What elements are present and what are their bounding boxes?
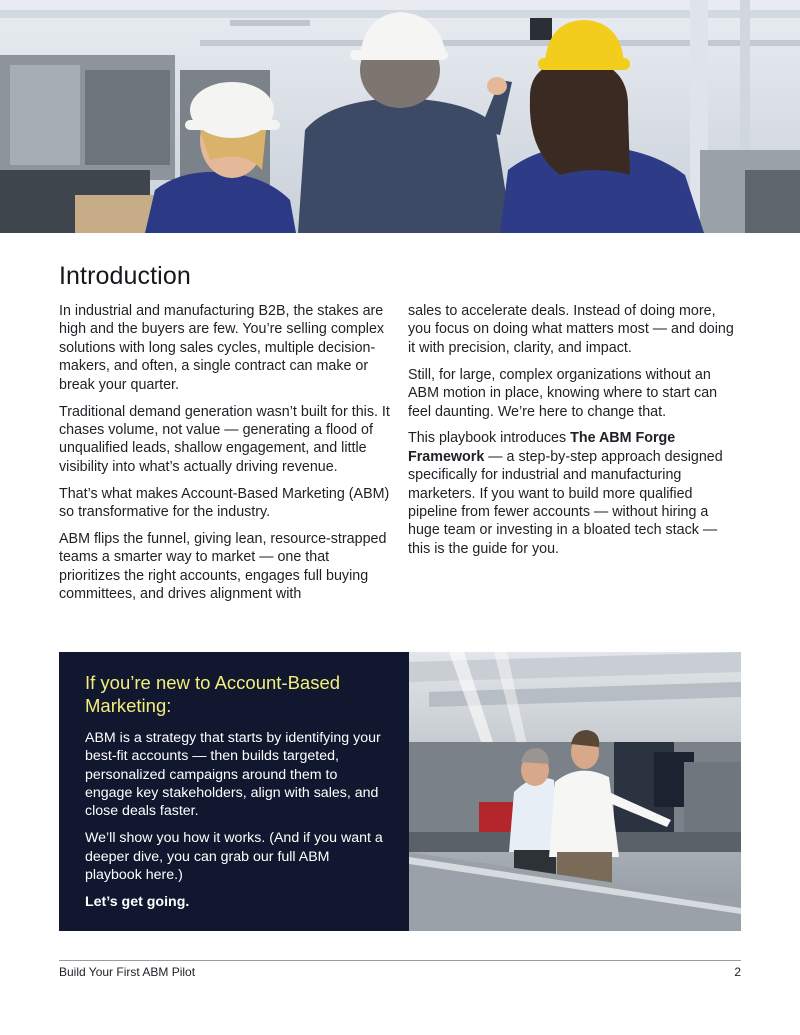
intro-paragraph: ABM flips the funnel, giving lean, resource-strapped teams a smarter way to market — one that prioritizes the right accounts, engages full buying committees, and drives alignment with: [59, 530, 387, 603]
framework-name: The ABM Forge Framework: [408, 430, 676, 465]
callout-closing-text: Let’s get going.: [85, 894, 190, 911]
framework-paragraph: [408, 429, 742, 558]
framework-description: — a step-by-step approach designed specifically for industrial and manufacturing marketers. If you want to build more qualified pipeline from fewer accounts — without hiring a huge team or investing in a bloated tech stack — this is the guide for you.: [408, 448, 723, 557]
intro-paragraph: sales to accelerate deals. Instead of doing more, you focus on doing what matters most — and doing it with precision, clarity, and impact.: [408, 303, 734, 356]
callout-heading: If you’re new to Account-Based Marketing:: [85, 672, 341, 716]
callout-closing: [85, 893, 387, 911]
abm-callout-box: [59, 652, 741, 931]
footer-document-title: Build Your First ABM Pilot: [59, 965, 196, 979]
intro-paragraph: That’s what makes Account-Based Marketing (ABM) so transformative for the industry.: [59, 485, 390, 521]
callout-paragraph: ABM is a strategy that starts by identifying your best-fit accounts — then builds targeted, personalized campaigns around them to engage key stakeholders, align with sales, and close deals faster.: [85, 730, 381, 820]
footer-divider: [59, 960, 741, 961]
callout-paragraph: We’ll show you how it works. (And if you want a deeper dive, you can grab our full ABM playbook here.): [85, 830, 383, 884]
callout-text-panel: [59, 652, 409, 931]
page-number: 2: [734, 965, 741, 979]
intro-paragraph: Traditional demand generation wasn’t built for this. It chases volume, not value — generating a flood of unqualified leads, shallow engagement, and little visibility into what’s actually driving revenue.: [59, 403, 390, 475]
page-title: Introduction: [59, 262, 191, 290]
intro-paragraph: In industrial and manufacturing B2B, the stakes are high and the buyers are few. You’re selling complex solutions with long sales cycles, multiple decision-makers, and often, a single contract can make or break your quarter.: [59, 303, 385, 393]
intro-right-column: [408, 302, 742, 567]
factory-conversation-photo: [409, 652, 741, 931]
hero-photo: [0, 0, 800, 233]
intro-paragraph: Still, for large, complex organizations without an ABM motion in place, knowing where to start can feel daunting. We’re here to change that.: [408, 366, 718, 420]
intro-left-column: [59, 302, 393, 612]
framework-intro-text: This playbook introduces: [408, 430, 571, 447]
